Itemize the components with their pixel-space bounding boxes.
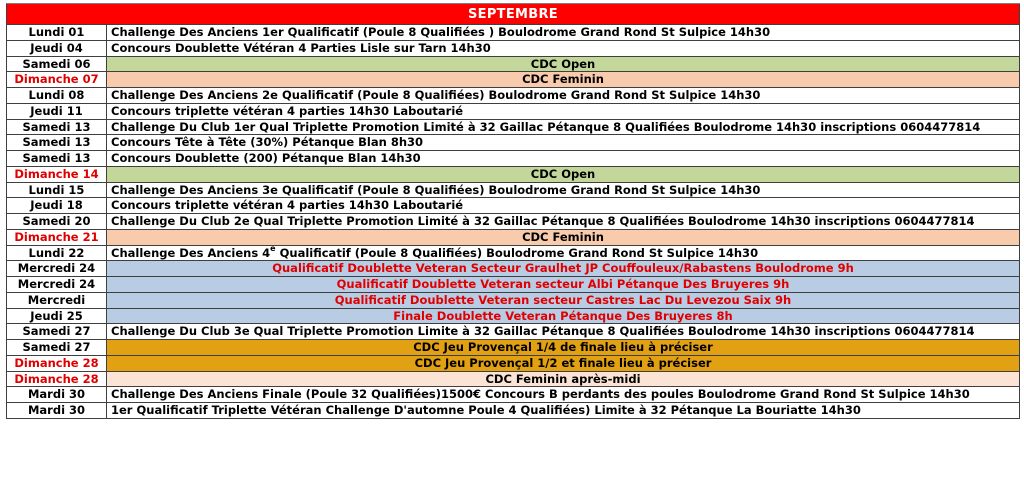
event-cell [107,246,1019,261]
event-cell-cdc-feminin: CDC Feminin [107,72,1019,87]
day-cell: Mercredi 24 [7,261,107,276]
event-cell-veteran: Finale Doublette Veteran Pétanque Des Bruyeres 8h [107,309,1019,324]
event-text-part: Qualificatif (Poule 8 Qualifiées) Boulodrome Grand Rond St Sulpice 14h30 [275,245,759,260]
month-header [6,4,1020,25]
event-cell: 1er Qualificatif Triplette Vétéran Challenge D'automne Poule 4 Qualifiées) Limite à 32 Pétanque La Bouriatte 14h30 [111,403,861,417]
schedule-row [7,324,1019,340]
day-cell: Samedi 27 [7,340,107,355]
schedule-row [7,198,1019,214]
event-cell: Challenge Du Club 2e Qual Triplette Promotion Limité à 32 Gaillac Pétanque 8 Qualifiées Boulodrome 14h30 inscriptions 0604477814 [111,214,975,228]
event-cell: Challenge Des Anciens 1er Qualificatif (Poule 8 Qualifiées ) Boulodrome Grand Rond St Sulpice 14h30 [111,25,771,39]
event-cell: Concours Doublette (200) Pétanque Blan 14h30 [111,151,421,165]
schedule-row [7,120,1019,136]
day-cell: Mercredi [7,293,107,308]
event-cell: Concours triplette vétéran 4 parties 14h30 Laboutarié [111,198,464,213]
event-cell: Concours Doublette Vétéran 4 Parties Lisle sur Tarn 14h30 [111,40,491,55]
day-cell: Samedi 13 [7,135,107,150]
day-cell: Lundi 22 [7,246,107,261]
schedule-row [7,135,1019,151]
schedule-row [7,309,1019,325]
event-cell-jeu-provencal: CDC Jeu Provençal 1/4 de finale lieu à préciser [107,340,1019,355]
schedule-row [7,277,1019,293]
day-cell: Dimanche 28 [7,372,107,387]
day-cell: Mardi 30 [7,403,107,418]
schedule-row [7,340,1019,356]
schedule-row [7,372,1019,388]
day-cell: Lundi 01 [7,25,107,40]
day-cell: Jeudi 04 [7,41,107,56]
event-cell: Concours Tête à Tête (30%) Pétanque Blan 8h30 [111,135,424,150]
schedule-row [7,72,1019,88]
schedule-row [7,246,1019,262]
day-cell: Dimanche 28 [7,356,107,371]
schedule-row [7,25,1019,41]
day-cell: Jeudi 18 [7,198,107,213]
schedule-row [7,387,1019,403]
ordinal-superscript: e [270,245,276,253]
schedule-row [7,214,1019,230]
day-cell: Samedi 27 [7,324,107,339]
schedule-row [7,57,1019,73]
day-cell: Samedi 20 [7,214,107,229]
event-cell-cdc-feminin: CDC Feminin après-midi [107,372,1019,387]
schedule-row [7,151,1019,167]
event-cell-veteran: Qualificatif Doublette Veteran secteur Albi Pétanque Des Bruyeres 9h [107,277,1019,292]
event-cell: Challenge Des Anciens 2e Qualificatif (Poule 8 Qualifiées) Boulodrome Grand Rond St Sulpice 14h30 [111,88,761,102]
schedule-row [7,183,1019,199]
event-cell: Challenge Du Club 1er Qual Triplette Promotion Limité à 32 Gaillac Pétanque 8 Qualifiées Boulodrome 14h30 inscriptions 0604477814 [111,119,981,134]
month-title: SEPTEMBRE [468,6,558,22]
schedule-row [7,356,1019,372]
schedule-row [7,293,1019,309]
day-cell: Samedi 13 [7,120,107,135]
day-cell: Samedi 06 [7,57,107,72]
day-cell: Lundi 08 [7,88,107,103]
event-cell: Challenge Des Anciens Finale (Poule 32 Qualifiées)1500€ Concours B perdants des poules Boulodrome Grand Rond St Sulpice 14h30 [111,387,970,402]
event-cell: Concours triplette vétéran 4 parties 14h30 Laboutarié [111,103,464,118]
day-cell: Dimanche 21 [7,230,107,245]
schedule-row [7,230,1019,246]
event-cell-cdc-open: CDC Open [107,57,1019,72]
day-cell: Dimanche 14 [7,167,107,182]
calendar-sheet [6,0,1020,419]
day-cell: Samedi 13 [7,151,107,166]
schedule-row [7,88,1019,104]
event-cell: Challenge Du Club 3e Qual Triplette Promotion Limite à 32 Gaillac Pétanque 8 Qualifiées Boulodrome 14h30 inscriptions 0604477814 [111,324,975,339]
schedule-row [7,261,1019,277]
event-cell-cdc-feminin: CDC Feminin [107,230,1019,245]
schedule-row [7,41,1019,57]
schedule-row [7,403,1019,419]
day-cell: Lundi 15 [7,183,107,198]
event-cell-cdc-open: CDC Open [107,167,1019,182]
day-cell: Mardi 30 [7,387,107,402]
schedule-row [7,104,1019,120]
event-text-part: Challenge Des Anciens 4 [111,245,271,260]
schedule-table [6,25,1020,419]
day-cell: Mercredi 24 [7,277,107,292]
schedule-row [7,167,1019,183]
event-cell-veteran: Qualificatif Doublette Veteran secteur Castres Lac Du Levezou Saix 9h [107,293,1019,308]
event-cell-veteran: Qualificatif Doublette Veteran Secteur Graulhet JP Couffouleux/Rabastens Boulodrome 9h [107,261,1019,276]
event-cell-jeu-provencal: CDC Jeu Provençal 1/2 et finale lieu à préciser [107,356,1019,371]
day-cell: Jeudi 25 [7,309,107,324]
day-cell: Jeudi 11 [7,104,107,119]
day-cell: Dimanche 07 [7,72,107,87]
event-cell: Challenge Des Anciens 3e Qualificatif (Poule 8 Qualifiées) Boulodrome Grand Rond St Sulpice 14h30 [111,182,761,197]
